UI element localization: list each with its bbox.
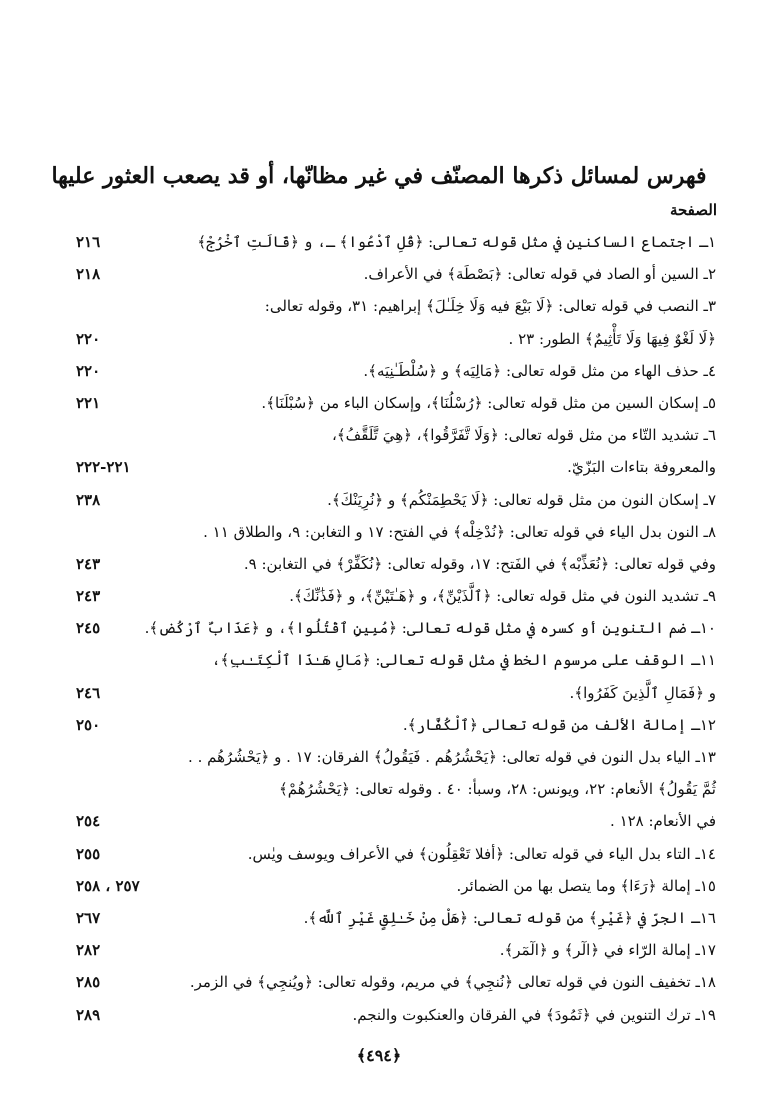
entry-page: ٢٤٥: [76, 619, 101, 638]
index-line: [0, 805, 758, 837]
entry-text: ٧ـ إسكان النون من مثل قوله تعالى: ﴿لَا يَحْطِمَنْكُم﴾ و ﴿نُرِيَنْكَ﴾.: [327, 490, 716, 509]
entry-text: ١٠ـ ضم التنوين أو كسره في مثل قوله تعالى: ﴿مُبِينٍ ٱقْتُلُوا﴾، و ﴿عَذَابٌ ٱرْكُض﴾.: [144, 619, 716, 638]
index-line: [0, 355, 758, 387]
index-line: [0, 773, 758, 805]
entry-text: ١٨ـ تخفيف النون في قوله تعالى ﴿نُنجِي﴾ في مريم، وقوله تعالى: ﴿ويُنجِي﴾ في الزمر.: [189, 973, 716, 992]
entry-text: في الأنعام: ١٢٨ .: [610, 812, 716, 831]
entry-page: ٢٢١: [76, 393, 101, 412]
page-title: فهرس لمسائل ذكرها المصنّف في غير مظانّها، أو قد يصعب العثور عليها: [51, 163, 707, 189]
entry-text: ٢ـ السين أو الصاد في قوله تعالى: ﴿بَصْطَة﴾ في الأعراف.: [363, 265, 716, 284]
entry-text: ١٦ـ الجرّ في ﴿غَيْرِ﴾ من قوله تعالى: ﴿هَلْ مِنْ خَـٰلِقٍ غَيْرِ ٱللَّه﴾.: [303, 908, 716, 927]
index-line: [0, 934, 758, 966]
entry-page: ٢٥٥: [76, 844, 101, 863]
entry-text: ٩ـ تشديد النون في مثل قوله تعالى: ﴿ٱلَّذَيْنِّ﴾، و ﴿هَـٰتَيْنِّ﴾، و ﴿فَذَٰنِّكَ﴾.: [289, 587, 716, 606]
entry-text: والمعروفة بتاءات البَزّيّ.: [567, 458, 716, 477]
index-line: [0, 419, 758, 451]
index-line: [0, 966, 758, 998]
entry-page: ٢٢١-٢٢٢: [76, 458, 131, 477]
entry-page: ٢١٨: [76, 265, 101, 284]
entry-text: ثُمَّ يَقُولُ﴾ الأنعام: ٢٢، ويونس: ٢٨، وسبأ: ٤٠ . وقوله تعالى: ﴿يَحْشُرُهُمْ﴾: [278, 780, 716, 799]
entry-page: ٢١٦: [76, 233, 101, 251]
entry-page: ٢٨٥: [76, 973, 101, 992]
entry-text: وفي قوله تعالى: ﴿نُعَذِّبْه﴾ في الفَتح: ١٧، وقوله تعالى: ﴿نُكَفِّرْ﴾ في التغابن: ٩.: [243, 554, 716, 573]
entry-page: ٢٥٧ ، ٢٥٨: [76, 876, 140, 895]
index-line: [0, 677, 758, 709]
entry-page: ٢٤٣: [76, 554, 101, 573]
entry-text: ١٧ـ إمالة الرّاء في ﴿الٓر﴾ و ﴿الٓمٓر﴾.: [499, 941, 716, 960]
index-line: [0, 323, 758, 355]
entry-text: ٥ـ إسكان السين من مثل قوله تعالى: ﴿رُسْلُنَا﴾، وإسكان الباء من ﴿سُبْلَنَا﴾.: [261, 393, 716, 412]
entry-text: ١١ـ الوقف على مرسوم الخط في مثل قوله تعالى: ﴿مَالِ هَـٰذَا ٱلْكِتَـٰبِ﴾،: [211, 651, 716, 670]
index-line: [0, 612, 758, 644]
entry-text: ١٣ـ الياء بدل النون في قوله تعالى: ﴿يَحْشُرُهُم . فَيَقُولُ﴾ الفرقان: ١٧ . و ﴿يَحْشُرُهُم . .: [188, 748, 716, 766]
index-line: [0, 516, 758, 548]
index-line: [0, 709, 758, 741]
index-line: [0, 226, 758, 258]
index-line: [0, 741, 758, 773]
index-line: [0, 870, 758, 902]
page-column-label: الصفحة: [669, 201, 717, 219]
page-number: ﴿٤٩٤﴾: [356, 1046, 402, 1065]
index-line: [0, 902, 758, 934]
entry-text: ٤ـ حذف الهاء من مثل قوله تعالى: ﴿مَالِيَه﴾ و ﴿سُلْطَـٰنِيَه﴾.: [363, 361, 716, 380]
entry-text: ١ـ اجتماع الساكنين في مثل قوله تعالى: ﴿قُلِ ٱدْعُوا﴾ ـ، و ﴿قَالَتِ ٱخْرُجْ﴾: [197, 233, 716, 251]
index-line: [0, 548, 758, 580]
index-line: [0, 451, 758, 483]
entry-page: ٢٤٦: [76, 683, 101, 702]
entry-text: ١٥ـ إمالة ﴿رَءَا﴾ وما يتصل بها من الضمائر.: [456, 876, 716, 895]
index-line: [0, 484, 758, 516]
entry-page: ٢٣٨: [76, 490, 101, 509]
entry-page: ٢٥٤: [76, 812, 101, 831]
index-entries: [0, 226, 758, 1031]
index-line: [0, 999, 758, 1031]
entry-text: ٨ـ النون بدل الياء في قوله تعالى: ﴿نُدْخِلْه﴾ في الفتح: ١٧ و التغابن: ٩، والطلاق ١١ .: [203, 522, 716, 541]
index-line: [0, 838, 758, 870]
entry-text: ١٢ـ إمالة الألف من قوله تعالى ﴿ٱلْكُفَّار﴾.: [402, 715, 716, 734]
entry-page: ٢٨٢: [76, 941, 101, 960]
entry-text: ٣ـ النصب في قوله تعالى: ﴿لَا بَيْعَ فيه وَلَا خِلَـٰلَ﴾ إبراهيم: ٣١، وقوله تعالى:: [264, 297, 716, 316]
entry-text: و ﴿فَمَالِ ٱلَّذِينَ كَفَرُوا﴾.: [569, 683, 716, 702]
entry-page: ٢٥٠: [76, 715, 101, 734]
index-line: [0, 387, 758, 419]
entry-page: ٢٨٩: [76, 1005, 101, 1024]
entry-text: ١٩ـ ترك التنوين في ﴿ثَمُودَ﴾ في الفرقان والعنكبوت والنجم.: [352, 1005, 716, 1024]
entry-text: ﴿لَا لَغْوٌ فِيهَا وَلَا تَأْثِيمٌ﴾ الطور: ٢٣ .: [508, 329, 716, 348]
index-line: [0, 580, 758, 612]
entry-page: ٢٦٧: [76, 908, 101, 927]
entry-text: ١٤ـ التاء بدل الياء في قوله تعالى: ﴿أفلا تَعْقِلُون﴾ في الأعراف ويوسف ويٰس.: [247, 844, 716, 863]
index-line: [0, 290, 758, 322]
entry-page: ٢٢٠: [76, 361, 101, 380]
index-line: [0, 644, 758, 676]
entry-page: ٢٢٠: [76, 329, 101, 348]
entry-text: ٦ـ تشديد التّاء من مثل قوله تعالى: ﴿وَلَا تَّفَرَّقُوا﴾، ﴿هِيَ تَّلَقَّفُ﴾،: [332, 426, 716, 445]
index-line: [0, 258, 758, 290]
entry-page: ٢٤٣: [76, 587, 101, 606]
